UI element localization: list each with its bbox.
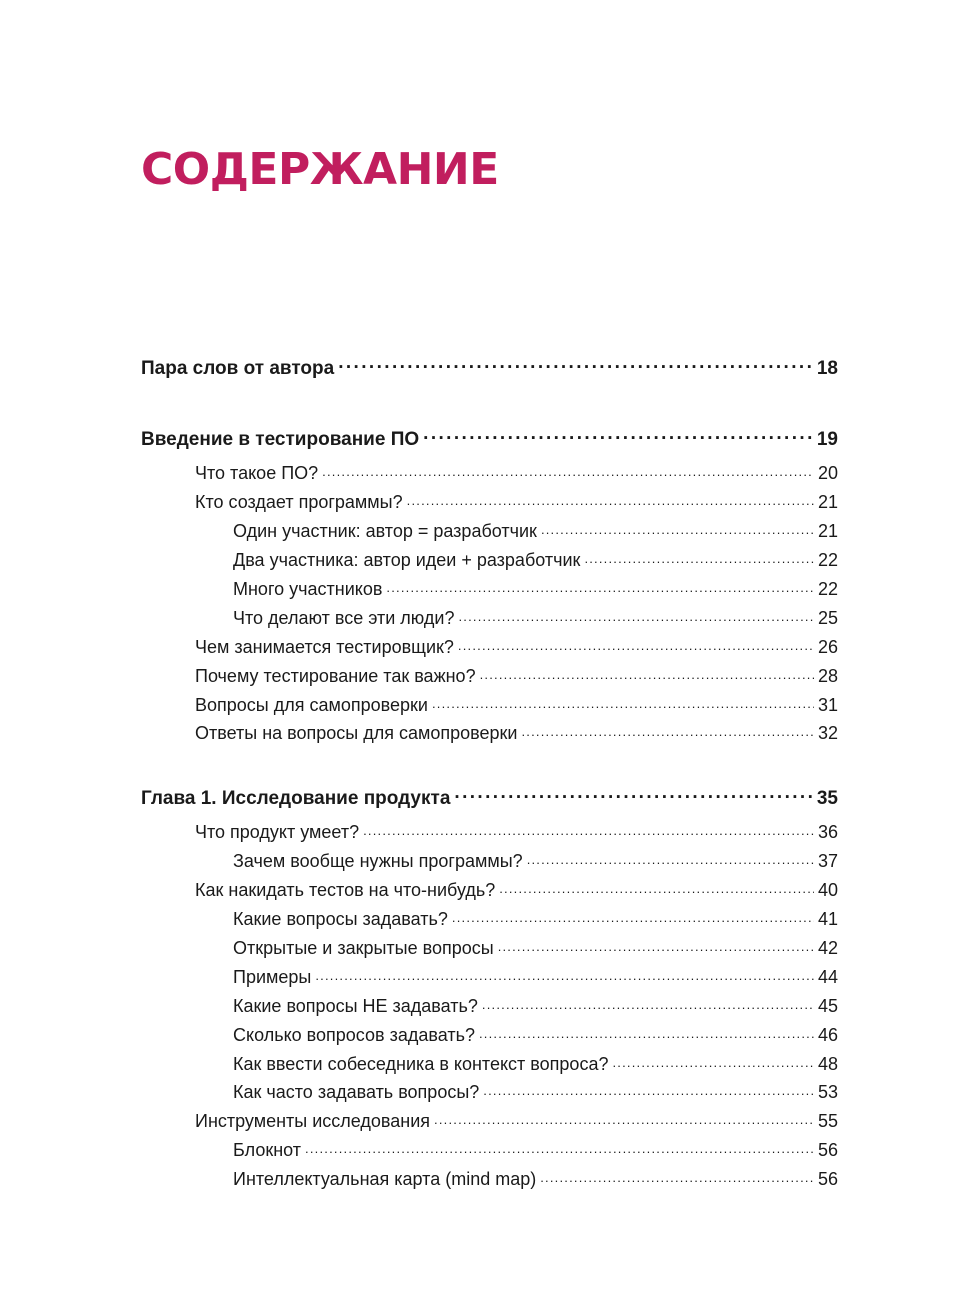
toc-entry[interactable]: [233, 1167, 838, 1192]
toc-page-number: 25: [817, 608, 838, 628]
toc-entry[interactable]: [233, 907, 838, 932]
toc-entry-title: Глава 1. Исследование продукта: [141, 788, 451, 809]
dot-leader: [584, 548, 814, 566]
toc-entry-title: Ответы на вопросы для самопроверки: [195, 723, 518, 743]
toc-page-number: 36: [817, 822, 838, 842]
toc-page-number: 31: [817, 695, 838, 715]
dot-leader: [386, 577, 814, 595]
toc-entry-title: Что такое ПО?: [195, 463, 319, 483]
dot-leader: [498, 936, 814, 954]
toc-entry[interactable]: [195, 1109, 838, 1134]
toc-page-number: 53: [817, 1082, 838, 1102]
toc-entry-title: Инструменты исследования: [195, 1111, 431, 1131]
toc-entry-title: Много участников: [233, 579, 383, 599]
toc-entry-title: Два участника: автор идеи + разработчик: [233, 550, 581, 570]
toc-entry-title: Кто создает программы?: [195, 492, 403, 512]
toc-page-number: 55: [817, 1111, 838, 1131]
toc-entry[interactable]: [195, 693, 838, 718]
toc-page-number: 18: [816, 358, 838, 379]
toc-entry-title: Какие вопросы задавать?: [233, 909, 448, 929]
dot-leader: [527, 849, 814, 867]
toc-page-number: 42: [817, 938, 838, 958]
dot-leader: [423, 426, 813, 445]
toc-page-number: 22: [817, 579, 838, 599]
toc-page-number: 28: [817, 666, 838, 686]
toc-entry-title: Примеры: [233, 967, 312, 987]
toc-entry-title: Сколько вопросов задавать?: [233, 1025, 475, 1045]
toc-entry[interactable]: [233, 548, 838, 573]
toc-page-number: 45: [817, 996, 838, 1016]
toc-entry[interactable]: [195, 635, 838, 660]
toc-entry-title: Почему тестирование так важно?: [195, 666, 476, 686]
dot-leader: [338, 355, 813, 374]
toc-entry-title: Блокнот: [233, 1140, 302, 1160]
dot-leader: [541, 519, 814, 537]
dot-leader: [482, 994, 814, 1012]
toc-entry[interactable]: [233, 965, 838, 990]
dot-leader: [480, 664, 814, 682]
toc-page-number: 20: [817, 463, 838, 483]
toc-entry[interactable]: [233, 849, 838, 874]
toc-entry-title: Какие вопросы НЕ задавать?: [233, 996, 478, 1016]
toc-entry[interactable]: [233, 1138, 838, 1163]
dot-leader: [521, 721, 814, 739]
dot-leader: [322, 461, 814, 479]
toc-entry-title: Чем занимается тестировщик?: [195, 637, 454, 657]
toc-entry-title: Зачем вообще нужны программы?: [233, 851, 523, 871]
toc-entry-title: Интеллектуальная карта (mind map): [233, 1169, 537, 1189]
dot-leader: [363, 820, 814, 838]
toc-entry[interactable]: [195, 878, 838, 903]
dot-leader: [434, 1109, 814, 1127]
toc-entry[interactable]: [233, 1023, 838, 1048]
toc-entry-title: Что продукт умеет?: [195, 822, 360, 842]
toc-entry[interactable]: [233, 1052, 838, 1077]
dot-leader: [315, 965, 814, 983]
dot-leader: [458, 606, 814, 624]
toc-page-number: 46: [817, 1025, 838, 1045]
toc-entry[interactable]: [233, 1080, 838, 1105]
toc-section-entry[interactable]: [141, 785, 838, 811]
dot-leader: [479, 1023, 814, 1041]
dot-leader: [483, 1080, 814, 1098]
toc-page-number: 21: [817, 521, 838, 541]
toc-entry[interactable]: [195, 721, 838, 746]
toc-entry[interactable]: [233, 606, 838, 631]
toc-section-entry[interactable]: [141, 426, 838, 452]
toc-page-number: 32: [817, 723, 838, 743]
dot-leader: [612, 1052, 814, 1070]
dot-leader: [432, 693, 814, 711]
toc-entry-title: Как ввести собеседника в контекст вопроса?: [233, 1054, 609, 1074]
toc-entry[interactable]: [233, 519, 838, 544]
toc-entry-title: Что делают все эти люди?: [233, 608, 455, 628]
toc-entry[interactable]: [233, 994, 838, 1019]
toc-page-number: 56: [817, 1169, 838, 1189]
toc-page-number: 56: [817, 1140, 838, 1160]
toc-page-number: 19: [816, 429, 838, 450]
toc-entry[interactable]: [195, 490, 838, 515]
dot-leader: [499, 878, 814, 896]
toc-entry-title: Как часто задавать вопросы?: [233, 1082, 480, 1102]
toc-page-number: 40: [817, 880, 838, 900]
toc-entry[interactable]: [195, 461, 838, 486]
toc-entry-title: Открытые и закрытые вопросы: [233, 938, 494, 958]
toc-page-number: 21: [817, 492, 838, 512]
dot-leader: [458, 635, 814, 653]
dot-leader: [452, 907, 814, 925]
toc-entry-title: Введение в тестирование ПО: [141, 429, 420, 450]
toc-entry-title: Вопросы для самопроверки: [195, 695, 428, 715]
toc-page-number: 35: [816, 788, 838, 809]
dot-leader: [540, 1167, 814, 1185]
toc-entry[interactable]: [195, 820, 838, 845]
toc-entry-title: Пара слов от автора: [141, 358, 335, 379]
page-title: СОДЕРЖАНИЕ: [141, 144, 499, 195]
toc-page-number: 48: [817, 1054, 838, 1074]
toc-page-number: 37: [817, 851, 838, 871]
toc-page-number: 26: [817, 637, 838, 657]
dot-leader: [454, 785, 812, 804]
toc-entry-title: Как накидать тестов на что-нибудь?: [195, 880, 496, 900]
toc-page-number: 41: [817, 909, 838, 929]
toc-entry[interactable]: [233, 936, 838, 961]
dot-leader: [407, 490, 814, 508]
toc-section-entry[interactable]: [141, 355, 838, 381]
toc-entry[interactable]: [233, 577, 838, 602]
toc-entry-title: Один участник: автор = разработчик: [233, 521, 537, 541]
toc-page-number: 44: [817, 967, 838, 987]
toc-entry[interactable]: [195, 664, 838, 689]
toc-page-number: 22: [817, 550, 838, 570]
dot-leader: [305, 1138, 814, 1156]
